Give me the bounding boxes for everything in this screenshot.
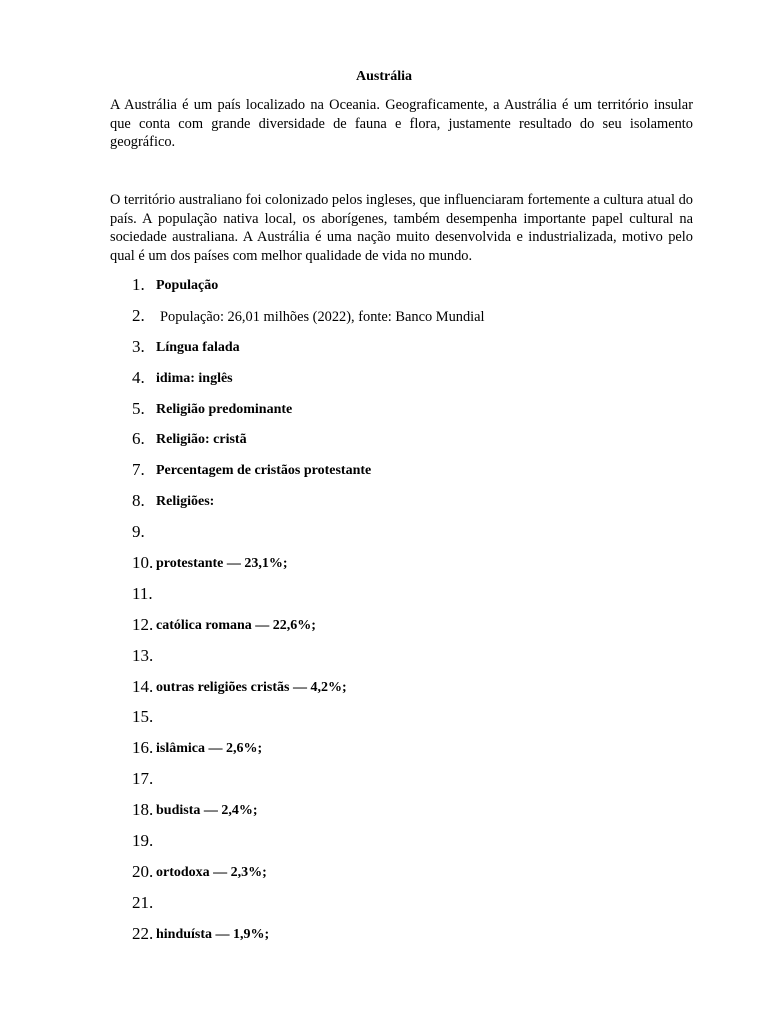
list-number: 22. xyxy=(132,923,154,943)
list-number: 11. xyxy=(132,583,153,603)
list-item xyxy=(0,459,768,490)
paragraph-colonization: O território australiano foi colonizado pelos ingleses, que influenciaram fortemente a cultura atual do país. A população nativa local, os aborígenes, também desempenha importante papel cultural na sociedade australiana. A Austrália é uma nação muito desenvolvida e industrializada, motivo pelo qual é um dos países com melhor qualidade de vida no mundo. xyxy=(110,192,693,264)
list-item xyxy=(0,552,768,583)
list-item xyxy=(0,706,768,737)
list-item xyxy=(0,799,768,830)
list-item xyxy=(0,398,768,429)
list-item xyxy=(0,336,768,367)
list-text: outras religiões cristãs — 4,2%; xyxy=(156,679,347,695)
list-number: 7. xyxy=(132,460,145,480)
list-number: 19. xyxy=(132,831,154,851)
list-item xyxy=(0,521,768,552)
list-number: 16. xyxy=(132,738,154,758)
list-number: 6. xyxy=(132,429,145,449)
list-item xyxy=(0,614,768,645)
list-number: 21. xyxy=(132,892,154,912)
list-item xyxy=(0,305,768,336)
list-number: 9. xyxy=(132,522,145,542)
list-text: hinduísta — 1,9%; xyxy=(156,926,270,942)
list-text: católica romana — 22,6%; xyxy=(156,617,316,633)
list-number: 4. xyxy=(132,367,145,387)
list-item xyxy=(0,490,768,521)
list-number: 12. xyxy=(132,614,154,634)
list-number: 14. xyxy=(132,676,154,696)
list-item xyxy=(0,830,768,861)
list-text: islâmica — 2,6%; xyxy=(156,741,263,757)
document-title: Austrália xyxy=(356,69,412,84)
list-item xyxy=(0,367,768,398)
list-number: 5. xyxy=(132,398,145,418)
paragraph-intro: A Austrália é um país localizado na Oceania. Geograficamente, a Austrália é um território insular que conta com grande diversidade de fauna e flora, justamente resultado do seu isolamento geográfico. xyxy=(110,97,693,150)
list-text: idima: inglês xyxy=(156,370,233,386)
list-number: 10. xyxy=(132,553,154,573)
list-number: 8. xyxy=(132,491,145,511)
list-item xyxy=(0,274,768,305)
list-item xyxy=(0,583,768,614)
list-item xyxy=(0,645,768,676)
list-text: População: 26,01 milhões (2022), fonte: Banco Mundial xyxy=(160,308,485,325)
list-item xyxy=(0,861,768,892)
list-number: 3. xyxy=(132,336,145,356)
list-number: 13. xyxy=(132,645,154,665)
list-number: 2. xyxy=(132,305,145,325)
list-text: Religião: cristã xyxy=(156,432,247,448)
list-text: População xyxy=(156,278,219,293)
list-item xyxy=(0,923,768,954)
list-number: 20. xyxy=(132,861,154,881)
list-item xyxy=(0,737,768,768)
list-number: 15. xyxy=(132,707,154,727)
list-number: 17. xyxy=(132,769,154,789)
list-text: ortodoxa — 2,3%; xyxy=(156,864,267,880)
list-text: Percentagem de cristãos protestante xyxy=(156,463,372,479)
numbered-list xyxy=(0,274,768,954)
list-text: budista — 2,4%; xyxy=(156,803,258,819)
list-text: Língua falada xyxy=(156,339,240,355)
list-text: Religiões: xyxy=(156,494,215,510)
list-item xyxy=(0,768,768,799)
list-number: 18. xyxy=(132,800,154,820)
list-item xyxy=(0,892,768,923)
list-number: 1. xyxy=(132,275,145,294)
list-text: Religião predominante xyxy=(156,401,293,417)
list-text: protestante — 23,1%; xyxy=(156,556,288,572)
list-item xyxy=(0,428,768,459)
list-item xyxy=(0,676,768,707)
